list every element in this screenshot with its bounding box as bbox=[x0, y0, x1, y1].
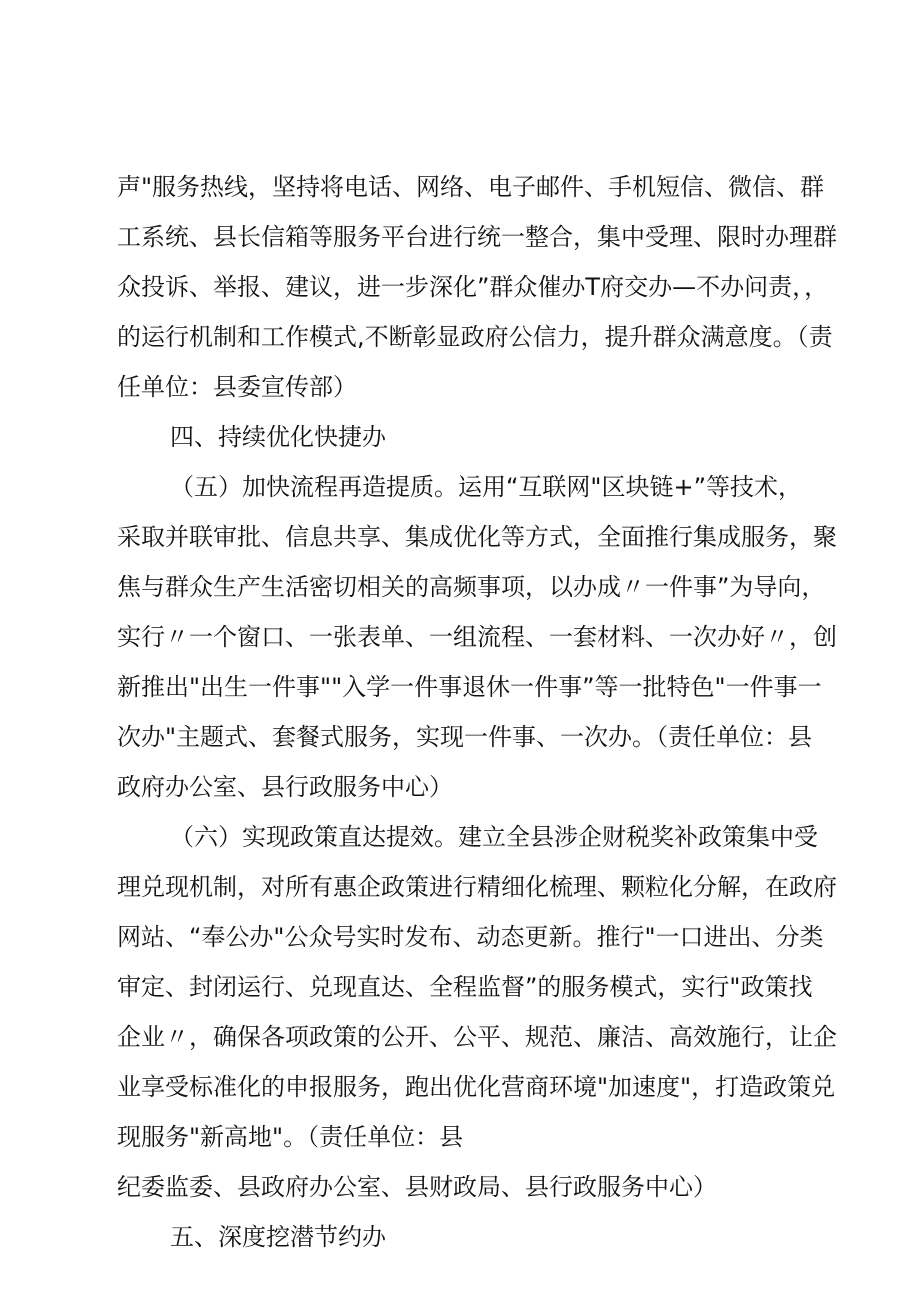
body-line-3: 众投诉、举报、建议，进一步深化”群众催办T府交办—不办问责，， bbox=[117, 273, 829, 301]
body-line-1: 声"服务热线，坚持将电话、网络、电子邮件、手机短信、微信、群 bbox=[117, 173, 825, 201]
paragraph-5-line-7: 政府办公室、县行政服务中心） bbox=[117, 773, 453, 801]
body-line-4: 的运行机制和工作模式,不断彰显政府公信力，提升群众满意度。（责 bbox=[117, 323, 833, 351]
paragraph-5-line-2: 采取并联审批、信息共享、集成优化等方式，全面推行集成服务，聚 bbox=[117, 523, 837, 551]
paragraph-6-line-4: 审定、封闭运行、兑现直达、全程监督”的服务模式，实行"政策找 bbox=[117, 973, 813, 1001]
paragraph-5-line-6: 次办"主题式、套餐式服务，实现一件事、一次办。（责任单位：县 bbox=[117, 723, 813, 751]
paragraph-6-line-8: 纪委监委、县政府办公室、县财政局、县行政服务中心） bbox=[117, 1173, 717, 1201]
body-line-5: 任单位：县委宣传部） bbox=[117, 373, 357, 401]
paragraph-6-line-6: 业享受标准化的申报服务，跑出优化营商环境"加速度"，打造政策兑 bbox=[117, 1073, 836, 1101]
paragraph-5-line-1: （五）加快流程再造提质。运用“互联网"区块链+”等技术， bbox=[170, 473, 803, 501]
paragraph-5-line-4: 实行〃一个窗口、一张表单、一组流程、一套材料、一次办好〃，创 bbox=[117, 623, 837, 651]
paragraph-5-line-5: 新推出"出生一件事""入学一件事退休一件事”等一批特色"一件事一 bbox=[117, 673, 822, 701]
section-heading-4: 四、持续优化快捷办 bbox=[170, 423, 386, 451]
paragraph-6-line-2: 理兑现机制，对所有惠企政策进行精细化梳理、颗粒化分解，在政府 bbox=[117, 873, 837, 901]
paragraph-6-line-1: （六）实现政策直达提效。建立全县涉企财税奖补政策集中受 bbox=[170, 823, 818, 851]
paragraph-6-line-5: 企业〃，确保各项政策的公开、公平、规范、廉洁、高效施行，让企 bbox=[117, 1023, 837, 1051]
body-line-2: 工系统、县长信箱等服务平台进行统一整合，集中受理、限时办理群 bbox=[117, 223, 837, 251]
section-heading-5: 五、深度挖潜节约办 bbox=[170, 1223, 386, 1251]
paragraph-6-line-3: 网站、“奉公办"公众号实时发布、动态更新。推行"一口进出、分类 bbox=[117, 923, 824, 951]
paragraph-6-line-7: 现服务"新高地"。（责任单位：县 bbox=[117, 1123, 464, 1151]
paragraph-5-line-3: 焦与群众生产生活密切相关的高频事项，以办成〃一件事”为导向， bbox=[117, 573, 826, 601]
